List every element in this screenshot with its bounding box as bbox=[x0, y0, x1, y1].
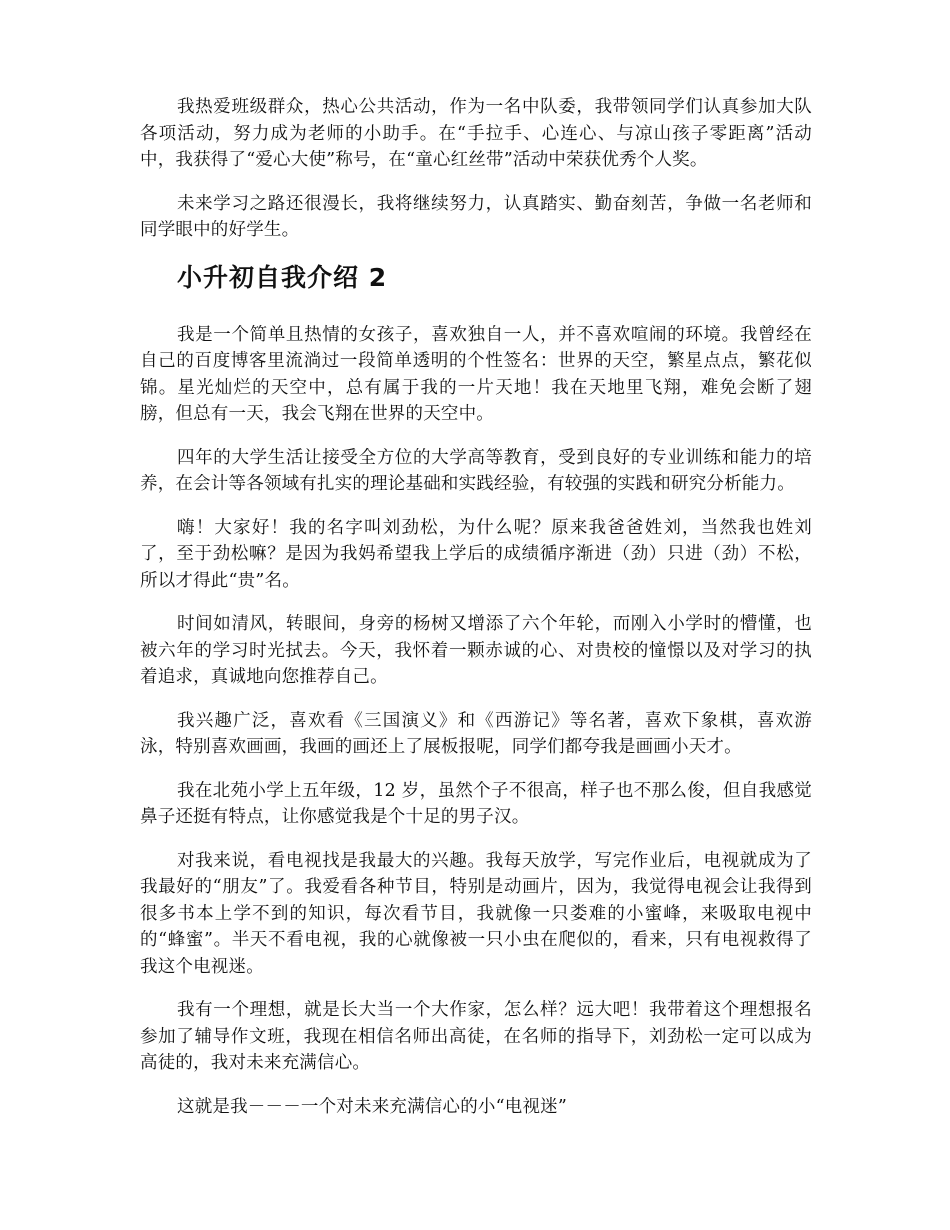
paragraph-closing: 这就是我－－－一个对未来充满信心的小“电视迷” bbox=[177, 1096, 567, 1117]
paragraph-simple-girl: 我是一个简单且热情的女孩子，喜欢独自一人，并不喜欢喧闹的环境。我曾经在自己的百度博客里流淌过一段简单透明的个性签名：世界的天空，繁星点点，繁花似锦。星光灿烂的天空中，总有属于我的一片天地！我在天地里飞翔，难免会断了翅膀，但总有一天，我会飞翔在世界的天空中。 bbox=[140, 324, 812, 424]
paragraph-hobbies: 我兴趣广泛，喜欢看《三国演义》和《西游记》等名著，喜欢下象棋，喜欢游泳，特别喜欢画画，我画的画还上了展板报呢，同学们都夸我是画画小天才。 bbox=[140, 710, 812, 757]
paragraph-university-life: 四年的大学生活让接受全方位的大学高等教育，受到良好的专业训练和能力的培养，在会计等各领域有扎实的理论基础和实践经验，有较强的实践和研究分析能力。 bbox=[140, 447, 812, 494]
paragraph-school-age: 我在北苑小学上五年级，12 岁，虽然个子不很高，样子也不那么俊，但自我感觉鼻子还挺有特点，让你感觉我是个十足的男子汉。 bbox=[140, 780, 812, 827]
paragraph-future-study: 未来学习之路还很漫长，我将继续努力，认真踏实、勤奋刻苦，争做一名老师和同学眼中的好学生。 bbox=[140, 193, 812, 240]
paragraph-time-passing: 时间如清风，转眼间，身旁的杨树又增添了六个年轮，而刚入小学时的懵懂，也被六年的学习时光拭去。今天，我怀着一颗赤诚的心、对贵校的憧憬以及对学习的执着追求，真诚地向您推荐自己。 bbox=[140, 614, 812, 687]
paragraph-dream-writer: 我有一个理想，就是长大当一个大作家，怎么样？远大吧！我带着这个理想报名参加了辅导作文班，我现在相信名师出高徒，在名师的指导下，刘劲松一定可以成为高徒的，我对未来充满信心。 bbox=[140, 1000, 812, 1073]
section-title: 小升初自我介绍 2 bbox=[177, 262, 388, 292]
paragraph-tv-interest: 对我来说，看电视找是我最大的兴趣。我每天放学，写完作业后，电视就成为了我最好的“朋友”了。我爱看各种节目，特别是动画片，因为，我觉得电视会让我得到很多书本上学不到的知识，每次看节目，我就像一只娄难的小蜜峰，来吸取电视中的“蜂蜜”。半天不看电视，我的心就像被一只小虫在爬似的，看来，只有电视救得了我这个电视迷。 bbox=[140, 850, 812, 977]
document-page bbox=[140, 94, 812, 1137]
paragraph-name-intro: 嗨！大家好！我的名字叫刘劲松，为什么呢？原来我爸爸姓刘，当然我也姓刘了，至于劲松嘛？是因为我妈希望我上学后的成绩循序渐进（劲）只进（劲）不松，所以才得此“贵”名。 bbox=[140, 517, 812, 591]
paragraph-class-activities: 我热爱班级群众，热心公共活动，作为一名中队委，我带领同学们认真参加大队各项活动，努力成为老师的小助手。在“手拉手、心连心、与凉山孩子零距离”活动中，我获得了“爱心大使”称号，在“童心红丝带”活动中荣获优秀个人奖。 bbox=[140, 97, 812, 170]
